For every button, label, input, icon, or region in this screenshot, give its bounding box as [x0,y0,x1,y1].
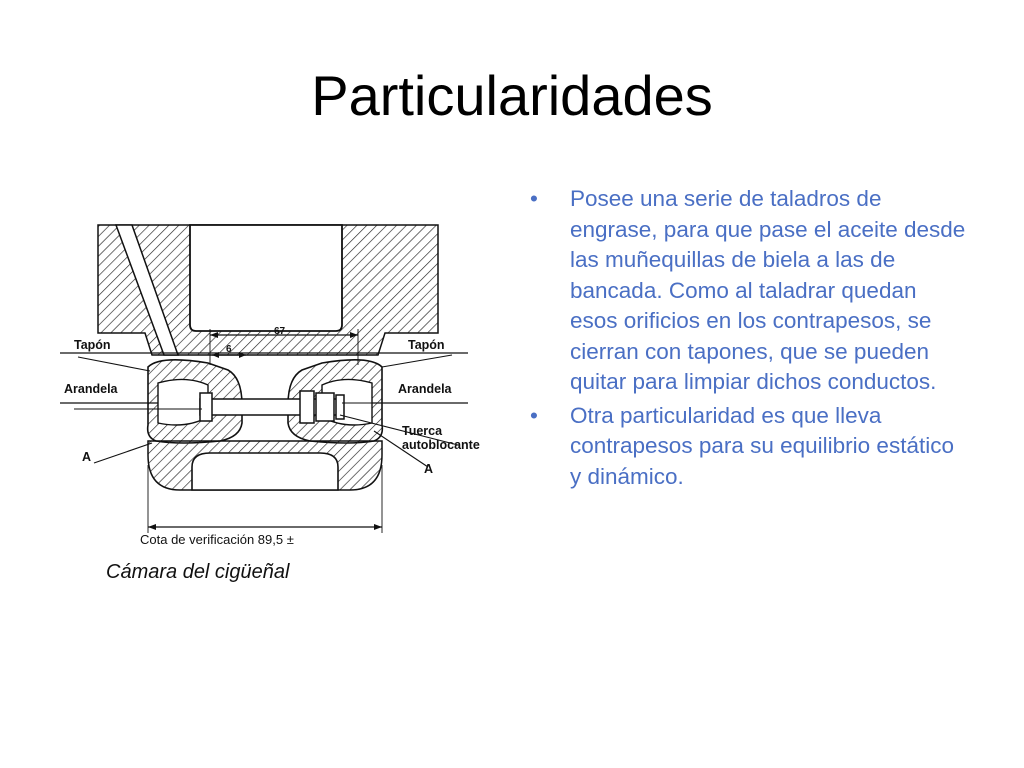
label-arandela-left: Arandela [64,382,118,396]
bullet-text: Posee una serie de taladros de engrase, para que pase el aceite desde las muñequillas de biela a las de bancada. Como al taladrar quedan esos orificios en los contrapesos, se cierran con tapones, que se pueden quitar para limpiar dichos conductos. [570,186,966,394]
label-tapon-left: Tapón [74,338,111,352]
label-arandela-right: Arandela [398,382,452,396]
bullet-icon: • [530,402,538,428]
label-autoblocante: autoblocante [402,438,480,452]
label-a-right: A [424,462,434,476]
bullet-text: Otra particularidad es que lleva contrapesos para su equilibrio estático y dinámico. [570,402,954,489]
label-tuerca: Tuerca [402,424,443,438]
bullet-item [530,184,970,398]
slide-title: Particularidades [311,64,713,127]
label-dim-67: 67 [274,326,286,337]
bullet-item [530,401,970,493]
bullet-list [530,184,970,495]
crankshaft-diagram [60,205,510,595]
label-tapon-right: Tapón [408,338,445,352]
bullet-icon: • [530,186,538,211]
label-a-left: A [82,450,92,464]
label-dim-6: 6 [226,344,232,355]
label-cota-verificacion: Cota de verificación 89,5 ± [140,532,294,547]
figure-caption: Cámara del cigüeñal [106,561,290,583]
